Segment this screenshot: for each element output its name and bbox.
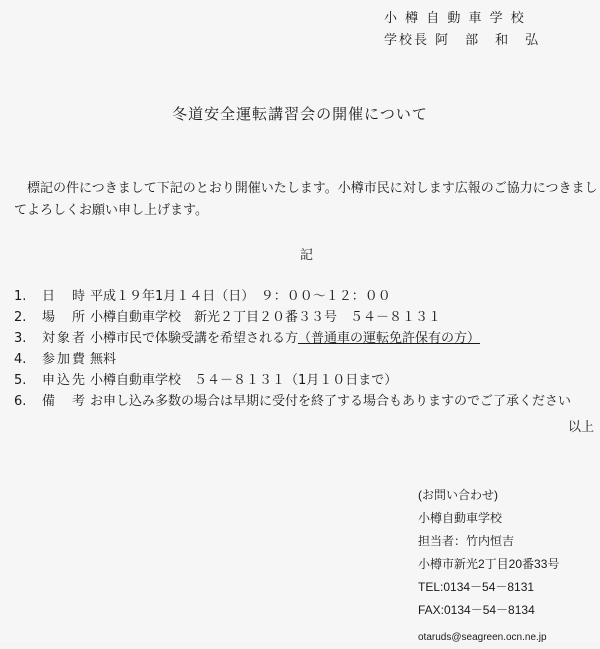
ki-heading: 記	[300, 248, 314, 263]
item-label: 申込先	[42, 373, 88, 388]
sender-school: 小 樽 自 動 車 学 校	[384, 11, 526, 26]
item-value: 小樽自動車学校 ５４－８１３１（1月１０日まで）	[90, 373, 398, 388]
document-title: 冬道安全運転講習会の開催について	[172, 105, 428, 123]
item-label: 日 時	[42, 289, 88, 304]
sender-block	[384, 8, 540, 52]
list-item	[14, 349, 571, 370]
sender-principal: 学校長 阿 部 和 弘	[384, 33, 541, 48]
item-value: お申し込み多数の場合は早期に受付を終了する場合もありますのでご了承ください	[90, 394, 572, 409]
item-value: 小樽市民で体験受講を希望される方	[90, 331, 299, 346]
item-label: 対象者	[42, 331, 88, 346]
item-value: 無料	[90, 352, 117, 367]
item-number: 3.	[14, 331, 27, 346]
list-item	[14, 307, 571, 328]
item-list	[14, 286, 571, 412]
item-label: 備 考	[42, 394, 88, 409]
body-paragraph: 標記の件につきまして下記のとおり開催いたします。小樽市民に対します広報のご協力につきましてよろしくお願い申し上げます。	[14, 181, 598, 218]
item-number: 4.	[14, 352, 27, 367]
list-item	[14, 370, 571, 391]
contact-tel: TEL:0134－54－8131	[418, 580, 535, 594]
item-number: 5.	[14, 373, 27, 388]
item-label: 場 所	[42, 310, 88, 325]
contact-email: otaruds@seagreen.ocn.ne.jp	[418, 632, 547, 643]
list-item	[14, 286, 571, 307]
item-number: 2.	[14, 310, 27, 325]
contact-fax: FAX:0134－54－8134	[418, 603, 535, 617]
item-number: 6.	[14, 394, 27, 409]
contact-address: 小樽市新光2丁目20番33号	[418, 557, 560, 571]
item-label: 参加費	[42, 352, 88, 367]
contact-person: 担当者：竹内恒吉	[418, 534, 515, 548]
list-item	[14, 391, 571, 412]
item-number: 1.	[14, 289, 27, 304]
closing-mark: 以上	[568, 420, 595, 435]
contact-block	[418, 484, 559, 649]
item-value: 小樽自動車学校 新光２丁目２０番３３号 ５４－８１３１	[90, 310, 442, 325]
item-value: 平成１９年1月１４日（日） ９：００～１２：００	[90, 289, 391, 304]
list-item	[14, 328, 571, 349]
contact-org: 小樽自動車学校	[418, 511, 503, 525]
contact-heading: (お問い合わせ)	[418, 488, 498, 502]
item-value-note: （普通車の運転免許保有の方）	[298, 331, 481, 346]
